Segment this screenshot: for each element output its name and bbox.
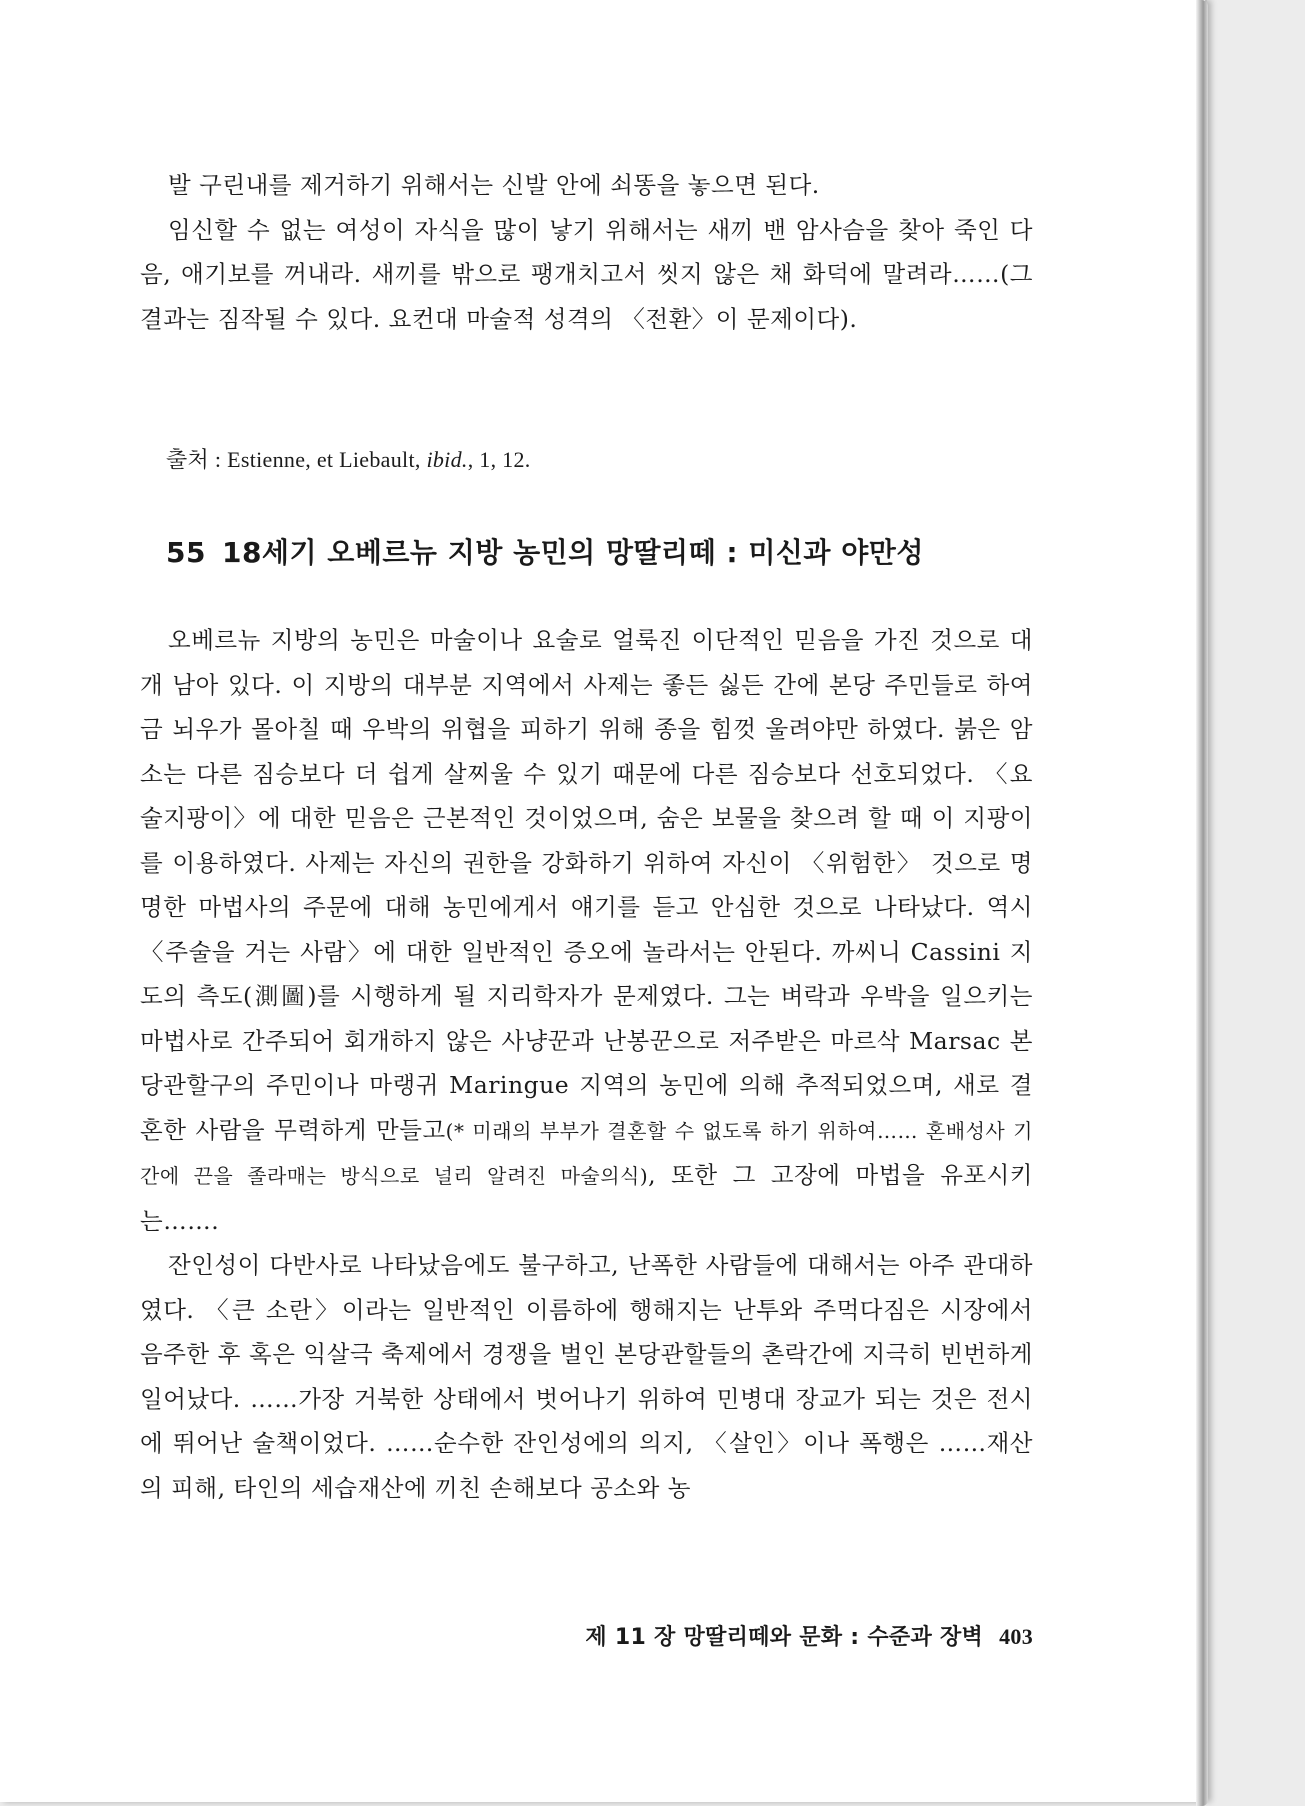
paragraph: 임신할 수 없는 여성이 자식을 많이 낳기 위해서는 새끼 밴 암사슴을 찾아 죽인 다음, 애기보를 꺼내라. 새끼를 밖으로 팽개치고서 씻지 않은 채 화덕에 말려라……(그 결과는 짐작될 수 있다. 요컨대 마술적 성격의 〈전환〉이 문제이다). bbox=[140, 215, 1033, 333]
page-edge bbox=[1196, 0, 1208, 1806]
paragraph-end: , 또한 그 고장에 마법을 유포시키는……. bbox=[140, 1161, 1033, 1235]
source-rest: , 1, 12. bbox=[467, 447, 531, 472]
paragraph-main: 오베르뉴 지방의 농민은 마술이나 요술로 얼룩진 이단적인 믿음을 가진 것으로 대개 남아 있다. 이 지방의 대부분 지역에서 사제는 좋든 싫든 간에 본당 주민들로 하여금 뇌우가 몰아칠 때 우박의 위협을 피하기 위해 종을 힘껏 울려야만 하였다. 붉은 암소는 다른 짐승보다 더 쉽게 살찌울 수 있기 때문에 다른 짐승보다 선호되었다. 〈요술지팡이〉에 대한 믿음은 근본적인 것이었으며, 숨은 보물을 찾으려 할 때 이 지팡이를 이용하였다. 사제는 자신의 권한을 강화하기 위하여 자신이 〈위험한〉 것으로 명명한 마법사의 주문에 대해 농민에게서 얘기를 듣고 안심한 것으로 나타났다. 역시 〈주술을 거는 사람〉에 대한 일반적인 증오에 놀라서는 안된다. 까씨니 Cassini 지도의 측도(測圖)를 시행하게 될 지리학자가 문제였다. 그는 벼락과 우박을 일으키는 마법사로 간주되어 회개하지 않은 사냥꾼과 난봉꾼으로 저주받은 마르삭 Marsac 본당관할구의 주민이나 마랭귀 Maringue 지역의 농민에 의해 추적되었으며, 새로 결혼한 사람을 무력하게 만들고 bbox=[140, 626, 1033, 1144]
source-italic: ibid. bbox=[426, 447, 468, 472]
main-text-block bbox=[140, 618, 1033, 1510]
page-number: 403 bbox=[999, 1624, 1033, 1649]
section-heading bbox=[166, 531, 924, 571]
paragraph: 발 구린내를 제거하기 위해서는 신발 안에 쇠똥을 놓으면 된다. bbox=[168, 171, 820, 199]
running-footer bbox=[585, 1620, 1033, 1651]
source-citation bbox=[166, 443, 531, 474]
paragraph bbox=[140, 618, 1033, 1243]
section-number: 55 bbox=[166, 536, 206, 569]
source-label: 출처 : Estienne, et Liebault, bbox=[166, 447, 427, 472]
top-text-block bbox=[140, 163, 1033, 341]
chapter-title: 제 11 장 망딸리떼와 문화 : 수준과 장벽 bbox=[585, 1625, 984, 1650]
inline-note: (* 미래의 부부가 결혼할 수 없도록 하기 위하여…… 혼배성사 기간에 끈을 졸라매는 방식으로 널리 알려진 마술의식) bbox=[140, 1118, 1033, 1188]
paragraph: 잔인성이 다반사로 나타났음에도 불구하고, 난폭한 사람들에 대해서는 아주 관대하였다. 〈큰 소란〉이라는 일반적인 이름하에 행해지는 난투와 주먹다짐은 시장에서 음주한 후 혹은 익살극 축제에서 경쟁을 벌인 본당관할들의 촌락간에 지극히 빈번하게 일어났다. ……가장 거북한 상태에서 벗어나기 위하여 민병대 장교가 되는 것은 전시에 뛰어난 술책이었다. ……순수한 잔인성에의 의지, 〈살인〉이나 폭행은 ……재산의 피해, 타인의 세습재산에 끼친 손해보다 공소와 농 bbox=[140, 1251, 1033, 1502]
section-title: 18세기 오베르뉴 지방 농민의 망딸리떼 : 미신과 야만성 bbox=[221, 536, 924, 569]
